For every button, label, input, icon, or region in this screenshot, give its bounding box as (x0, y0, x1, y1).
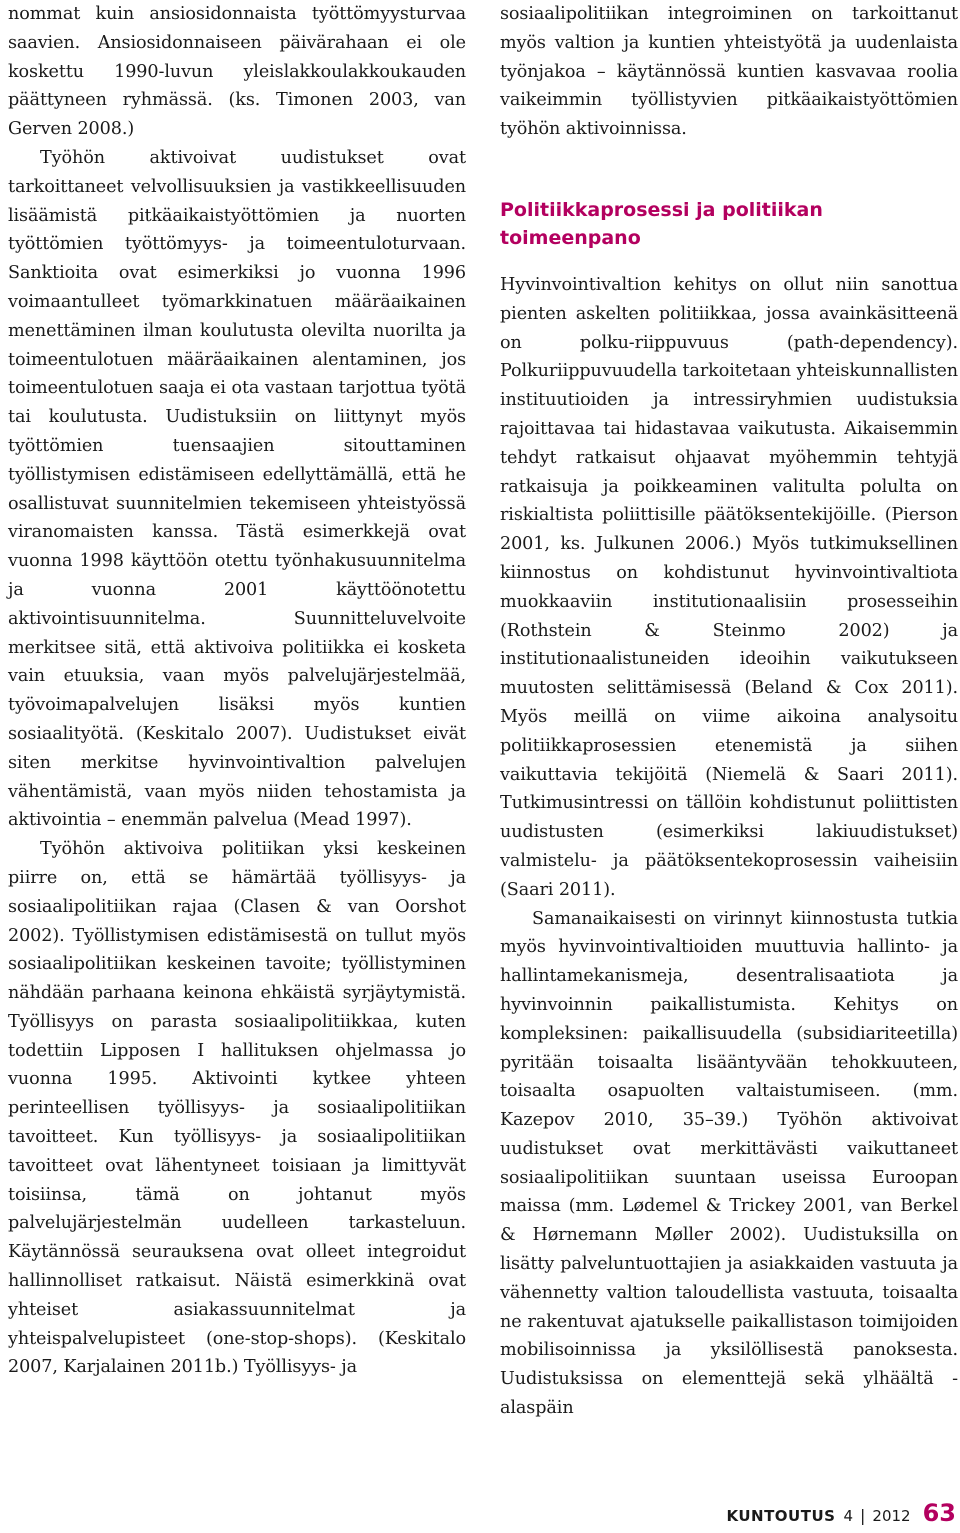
right-column (500, 0, 958, 1423)
left-column (8, 0, 466, 1382)
page-footer (726, 1499, 956, 1527)
issue-number: 4 (843, 1507, 854, 1525)
body-paragraph: Työhön aktivoiva politiikan yksi keskeinen piirre on, että se hämärtää työllisyys- ja sosiaalipolitiikan rajaa (Clasen & van Oorshot 2002). Työllistymisen edistämisestä on tullut myös sosiaalipolitiikan keskeinen tavoite; työllistyminen nähdään parhaana keinona ehkäistä syrjäytymistä. Työllisyys on parasta sosiaalipolitiikkaa, kuten todettiin Lipposen I hallituksen ohjelmassa jo vuonna 1995. Aktivointi kytkee yhteen perinteellisen työllisyys- ja sosiaalipolitiikan tavoitteet. Kun työllisyys- ja sosiaalipolitiikan tavoitteet ovat lähentyneet toisiaan ja limittyvät toisiinsa, tämä on johtanut myös palvelujärjestelmän uudelleen tarkasteluun. Käytännössä seurauksena ovat olleet integroidut hallinnolliset ratkaisut. Näistä esimerkkinä ovat yhteiset asiakassuunnitelmat ja yhteispalvelupisteet (one-stop-shops). (Keskitalo 2007, Karjalainen 2011b.) Työllisyys- ja (8, 839, 466, 1378)
journal-name: KUNTOUTUS (726, 1507, 836, 1525)
publication-year: 2012 (872, 1507, 911, 1525)
body-paragraph: Samanaikaisesti on virinnyt kiinnostusta tutkia myös hyvinvointivaltioiden muuttuvia hallinto- ja hallintamekanismeja, desentralisaatiota ja hyvinvoinnin paikallistumista. Kehitys on kompleksinen: paikallisuudella (subsidiariteetilla) pyritään toisaalta lisääntyvään tehokkuuteen, toisaalta osapuolten valtaistumiseen. (mm. Kazepov 2010, 35–39.) Työhön aktivoivat uudistukset ovat merkittävästi vaikuttaneet sosiaalipolitiikan suuntaan useissa Euroopan maissa (mm. Lødemel & Trickey 2001, van Berkel & Hørnemann Møller 2002). Uudistuksilla on lisätty palveluntuottajien ja asiakkaiden vastuuta ja vähennetty valtion taloudellista vastuuta, toisaalta ne rakentuvat ajatukselle paikallistason toimijoiden mobilisoinnissa ja yksilöllisestä panoksesta. Uudistuksissa on elementtejä sekä ylhäältä - alaspäin (500, 908, 958, 1419)
page-number: 63 (922, 1499, 956, 1527)
body-paragraph: Työhön aktivoivat uudistukset ovat tarkoittaneet velvollisuuksien ja vastikkeellisuuden lisäämistä pitkäaikaistyöttömien ja nuorten työttömien työttömyys- ja toimeentuloturvaan. Sanktioita ovat esimerkiksi jo vuonna 1996 voimaantulleet työmarkkinatuen määräaikainen menettäminen ilman koulutusta olevilta nuorilta ja toimeentulotuen määräaikainen alentaminen, jos toimeentulotuen saaja ei ota vastaan tarjottua työtä tai koulutusta. Uudistuksiin on liittynyt myös työttömien tuensaajien sitouttaminen työllistymisen edistämiseen edellyttämällä, että he osallistuvat suunnitelmien tekemiseen yhteistyössä viranomaisten kanssa. Tästä esimerkkejä ovat vuonna 1998 käyttöön otettu työnhakusuunnitelma ja vuonna 2001 käyttöönotettu aktivointisuunnitelma. Suunnitteluvelvoite merkitsee sitä, että aktivoiva politiikka ei kosketa vain etuuksia, vaan myös palvelujärjestelmää, työvoimapalvelujen lisäksi myös kuntien sosiaalityötä. (Keskitalo 2007). Uudistukset eivät siten merkitse hyvinvointivaltion palvelujen vähentämistä, vaan myös niiden tehostamista ja aktivointia – enemmän palvelua (Mead 1997). (8, 147, 466, 831)
body-paragraph: Hyvinvointivaltion kehitys on ollut niin sanottua pienten askelten politiikkaa, jossa avainkäsitteenä on polku-riippuvuus (path-dependency). Polkuriippuvuudella tarkoitetaan yhteiskunnallisten instituutioiden ja intressiryhmien uudistuksia rajoittavaa tai hidastavaa vaikutusta. Aikaisemmin tehdyt ratkaisut ohjaavat myöhemmin tehtyjä ratkaisuja ja poikkeaminen valitulta polulta on riskialtista poliittisille päätöksentekijöille. (Pierson 2001, ks. Julkunen 2006.) Myös tutkimuksellinen kiinnostus on kohdistunut hyvinvointivaltiota muokkaaviin institutionaalisiin prosesseihin (Rothstein & Steinmo 2002) ja institutionaalistuneiden ideoihin vaikutukseen muutosten selittämisessä (Beland & Cox 2011). Myös meillä on viime aikoina analysoitu politiikkaprosessien etenemistä ja siihen vaikuttavia tekijöitä (Niemelä & Saari 2011). Tutkimusintressi on tällöin kohdistunut poliittisten uudistusten (esimerkiksi lakiuudistukset) valmistelu- ja päätöksentekoprosessin vaiheisiin (Saari 2011). (500, 274, 958, 900)
section-heading: Politiikkaprosessi ja politiikan toimeenpano (500, 198, 823, 249)
body-paragraph: nommat kuin ansiosidonnaista työttömyysturvaa saavien. Ansiosidonnaiseen päivärahaan ei ole koskettu 1990-luvun yleislakkoulakkoukauden päättyneen ryhmässä. (ks. Timonen 2003, van Gerven 2008.) (8, 4, 466, 140)
body-paragraph: sosiaalipolitiikan integroiminen on tarkoittanut myös valtion ja kuntien yhteistyötä ja uudenlaista työnjakoa – käytännössä kuntien kasvavaa roolia vaikeimmin työllistyvien pitkäaikaistyöttömien työhön aktivoinnissa. (500, 4, 958, 140)
footer-separator: | (860, 1506, 866, 1525)
